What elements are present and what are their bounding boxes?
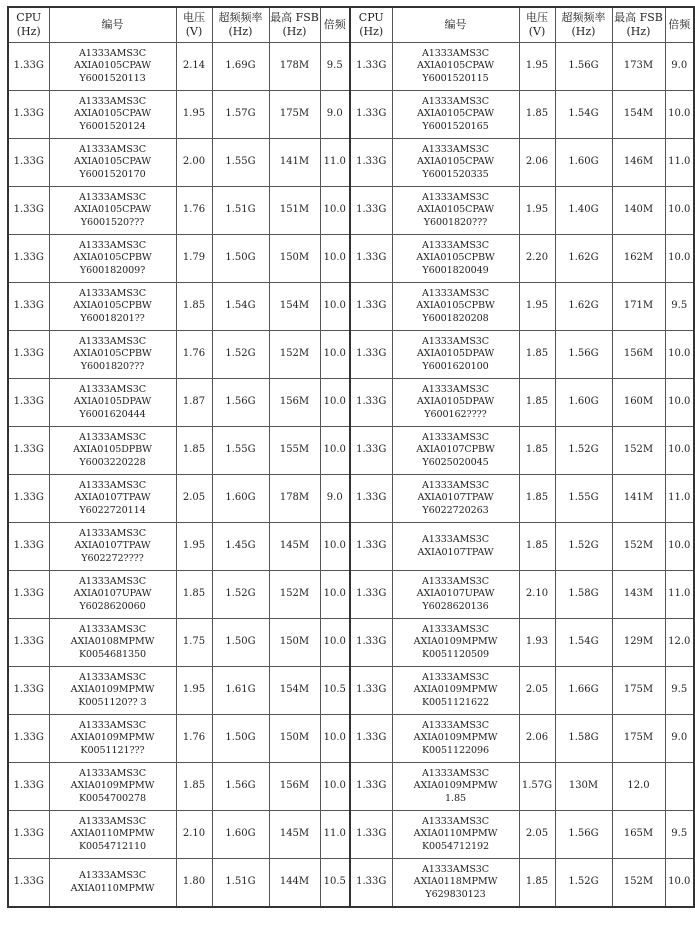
cell-voltage: 1.95 bbox=[176, 523, 212, 571]
cell-oc-freq: 1.62G bbox=[555, 235, 612, 283]
cell-max-fsb: 156M bbox=[612, 331, 665, 379]
cell-max-fsb: 150M bbox=[269, 715, 320, 763]
header-voltage: 电压 (V) bbox=[519, 7, 555, 43]
cell-oc-freq: 1.50G bbox=[212, 235, 269, 283]
cell-voltage: 1.57G bbox=[519, 763, 555, 811]
cell-oc-freq: 1.56G bbox=[212, 763, 269, 811]
cell-max-fsb: 154M bbox=[269, 283, 320, 331]
cell-cpu: 1.33G bbox=[350, 523, 392, 571]
cell-multiplier: 9.5 bbox=[665, 283, 694, 331]
cell-id: A1333AMS3C AXIA0110MPMW bbox=[49, 859, 176, 908]
cell-oc-freq: 1.57G bbox=[212, 91, 269, 139]
cell-oc-freq: 1.62G bbox=[555, 283, 612, 331]
cell-multiplier: 10.0 bbox=[320, 379, 350, 427]
cell-multiplier: 11.0 bbox=[320, 139, 350, 187]
cell-multiplier: 9.5 bbox=[320, 43, 350, 91]
cell-oc-freq: 1.56G bbox=[212, 379, 269, 427]
cell-voltage: 2.06 bbox=[519, 715, 555, 763]
cell-voltage: 1.85 bbox=[519, 91, 555, 139]
cell-oc-freq: 1.55G bbox=[212, 139, 269, 187]
cell-id: A1333AMS3C AXIA0105CPAW Y6001520124 bbox=[49, 91, 176, 139]
cell-id: A1333AMS3C AXIA0109MPMW K0051121??? bbox=[49, 715, 176, 763]
cell-id: A1333AMS3C AXIA0105CPBW Y6001820208 bbox=[392, 283, 519, 331]
header-oc-freq: 超频频率 (Hz) bbox=[212, 7, 269, 43]
cell-cpu: 1.33G bbox=[350, 139, 392, 187]
cell-voltage: 1.85 bbox=[176, 427, 212, 475]
cell-multiplier: 11.0 bbox=[665, 475, 694, 523]
cell-multiplier: 11.0 bbox=[665, 139, 694, 187]
cell-id: A1333AMS3C AXIA0108MPMW K0054681350 bbox=[49, 619, 176, 667]
table-row bbox=[8, 283, 694, 331]
header-row bbox=[8, 7, 694, 43]
cell-multiplier: 9.0 bbox=[665, 715, 694, 763]
cell-oc-freq: 1.45G bbox=[212, 523, 269, 571]
cell-oc-freq: 1.52G bbox=[555, 859, 612, 908]
cell-voltage: 1.85 bbox=[176, 571, 212, 619]
cell-voltage: 1.75 bbox=[176, 619, 212, 667]
header-cpu: CPU (Hz) bbox=[8, 7, 49, 43]
cell-cpu: 1.33G bbox=[8, 283, 49, 331]
cell-voltage: 2.05 bbox=[519, 811, 555, 859]
table-row bbox=[8, 571, 694, 619]
header-max-fsb: 最高 FSB (Hz) bbox=[612, 7, 665, 43]
table-row bbox=[8, 475, 694, 523]
cell-max-fsb: 145M bbox=[269, 811, 320, 859]
cell-max-fsb: 156M bbox=[269, 379, 320, 427]
cell-id: A1333AMS3C AXIA0107CPBW Y6025020045 bbox=[392, 427, 519, 475]
cell-cpu: 1.33G bbox=[8, 715, 49, 763]
cell-max-fsb: 151M bbox=[269, 187, 320, 235]
cell-multiplier: 9.0 bbox=[320, 91, 350, 139]
cell-id: A1333AMS3C AXIA0105DPBW Y6003220228 bbox=[49, 427, 176, 475]
cell-voltage: 2.10 bbox=[519, 571, 555, 619]
cell-id: A1333AMS3C AXIA0105CPAW Y6001820??? bbox=[392, 187, 519, 235]
cell-voltage: 1.87 bbox=[176, 379, 212, 427]
table-row bbox=[8, 91, 694, 139]
cell-multiplier: 10.0 bbox=[665, 187, 694, 235]
cell-multiplier: 9.5 bbox=[665, 811, 694, 859]
cell-voltage: 1.95 bbox=[519, 283, 555, 331]
cell-voltage: 1.79 bbox=[176, 235, 212, 283]
cell-max-fsb: 154M bbox=[612, 91, 665, 139]
cell-max-fsb: 175M bbox=[269, 91, 320, 139]
cell-id: A1333AMS3C AXIA0105DPAW Y600162???? bbox=[392, 379, 519, 427]
cell-id: A1333AMS3C AXIA0109MPMW 1.85 bbox=[392, 763, 519, 811]
cell-multiplier: 10.0 bbox=[665, 91, 694, 139]
cpu-overclock-table bbox=[7, 6, 695, 908]
cell-multiplier: 11.0 bbox=[320, 811, 350, 859]
cell-oc-freq: 1.55G bbox=[212, 427, 269, 475]
cell-cpu: 1.33G bbox=[8, 187, 49, 235]
cell-oc-freq: 1.56G bbox=[555, 811, 612, 859]
cell-multiplier: 10.0 bbox=[320, 331, 350, 379]
cell-cpu: 1.33G bbox=[8, 571, 49, 619]
cell-max-fsb: 175M bbox=[612, 715, 665, 763]
cell-oc-freq: 1.66G bbox=[555, 667, 612, 715]
cell-oc-freq: 1.60G bbox=[212, 811, 269, 859]
cell-multiplier: 10.0 bbox=[320, 427, 350, 475]
cell-multiplier: 10.5 bbox=[320, 667, 350, 715]
cell-voltage: 2.10 bbox=[176, 811, 212, 859]
cell-id: A1333AMS3C AXIA0109MPMW K0054700278 bbox=[49, 763, 176, 811]
cell-max-fsb: 162M bbox=[612, 235, 665, 283]
cell-multiplier: 10.0 bbox=[665, 331, 694, 379]
table-row bbox=[8, 523, 694, 571]
cell-id: A1333AMS3C AXIA0109MPMW K0051120509 bbox=[392, 619, 519, 667]
cell-multiplier: 10.0 bbox=[320, 187, 350, 235]
cell-multiplier: 10.0 bbox=[665, 379, 694, 427]
cell-id: A1333AMS3C AXIA0105DPAW Y6001620444 bbox=[49, 379, 176, 427]
cell-oc-freq: 1.51G bbox=[212, 859, 269, 908]
cell-id: A1333AMS3C AXIA0105CPAW Y6001520165 bbox=[392, 91, 519, 139]
cell-id: A1333AMS3C AXIA0105CPBW Y6001820??? bbox=[49, 331, 176, 379]
table-row bbox=[8, 331, 694, 379]
table-row bbox=[8, 187, 694, 235]
table-row bbox=[8, 379, 694, 427]
cell-voltage: 1.85 bbox=[176, 283, 212, 331]
cell-multiplier: 10.0 bbox=[665, 523, 694, 571]
cell-voltage: 1.80 bbox=[176, 859, 212, 908]
cell-id: A1333AMS3C AXIA0109MPMW K0051121622 bbox=[392, 667, 519, 715]
cell-oc-freq: 1.56G bbox=[555, 331, 612, 379]
cell-cpu: 1.33G bbox=[8, 667, 49, 715]
cell-max-fsb: 140M bbox=[612, 187, 665, 235]
cell-cpu: 1.33G bbox=[8, 811, 49, 859]
cell-max-fsb: 145M bbox=[269, 523, 320, 571]
cell-id: A1333AMS3C AXIA0107UPAW Y6028620136 bbox=[392, 571, 519, 619]
cell-voltage: 1.76 bbox=[176, 187, 212, 235]
cell-voltage: 1.85 bbox=[519, 475, 555, 523]
cell-cpu: 1.33G bbox=[8, 619, 49, 667]
cell-max-fsb: 173M bbox=[612, 43, 665, 91]
cell-id: A1333AMS3C AXIA0105CPBW Y600182009? bbox=[49, 235, 176, 283]
cell-voltage: 1.85 bbox=[519, 859, 555, 908]
table-row bbox=[8, 667, 694, 715]
table-body bbox=[8, 43, 694, 908]
cell-oc-freq: 1.55G bbox=[555, 475, 612, 523]
cell-oc-freq: 1.54G bbox=[555, 91, 612, 139]
cell-cpu: 1.33G bbox=[8, 475, 49, 523]
cell-voltage: 2.20 bbox=[519, 235, 555, 283]
cell-cpu: 1.33G bbox=[350, 667, 392, 715]
cell-max-fsb: 152M bbox=[269, 331, 320, 379]
cell-oc-freq: 1.52G bbox=[212, 331, 269, 379]
spec-table-container bbox=[7, 6, 691, 908]
cell-voltage: 1.76 bbox=[176, 715, 212, 763]
cell-multiplier: 9.0 bbox=[320, 475, 350, 523]
cell-cpu: 1.33G bbox=[350, 715, 392, 763]
header-voltage: 电压 (V) bbox=[176, 7, 212, 43]
cell-max-fsb: 171M bbox=[612, 283, 665, 331]
cell-multiplier: 10.0 bbox=[320, 763, 350, 811]
cell-id: A1333AMS3C AXIA0110MPMW K0054712192 bbox=[392, 811, 519, 859]
cell-multiplier: 11.0 bbox=[665, 571, 694, 619]
table-row bbox=[8, 859, 694, 908]
cell-oc-freq: 1.61G bbox=[212, 667, 269, 715]
cell-oc-freq: 1.51G bbox=[212, 187, 269, 235]
cell-voltage: 2.06 bbox=[519, 139, 555, 187]
cell-voltage: 2.00 bbox=[176, 139, 212, 187]
cell-id: A1333AMS3C AXIA0109MPMW K0051122096 bbox=[392, 715, 519, 763]
cell-cpu: 1.33G bbox=[350, 763, 392, 811]
cell-voltage: 1.85 bbox=[519, 331, 555, 379]
table-row bbox=[8, 427, 694, 475]
cell-max-fsb: 150M bbox=[269, 235, 320, 283]
header-id: 编号 bbox=[49, 7, 176, 43]
cell-multiplier: 9.0 bbox=[665, 43, 694, 91]
cell-cpu: 1.33G bbox=[8, 235, 49, 283]
cell-multiplier: 10.0 bbox=[665, 859, 694, 908]
cell-max-fsb: 144M bbox=[269, 859, 320, 908]
cell-multiplier: 9.5 bbox=[665, 667, 694, 715]
cell-max-fsb: 156M bbox=[269, 763, 320, 811]
cell-max-fsb: 129M bbox=[612, 619, 665, 667]
cell-cpu: 1.33G bbox=[8, 379, 49, 427]
cell-id: A1333AMS3C AXIA0110MPMW K0054712110 bbox=[49, 811, 176, 859]
cell-max-fsb: 150M bbox=[269, 619, 320, 667]
cell-multiplier: 10.0 bbox=[320, 523, 350, 571]
cell-cpu: 1.33G bbox=[350, 43, 392, 91]
cell-id: A1333AMS3C AXIA0105CPAW Y6001520170 bbox=[49, 139, 176, 187]
cell-id: A1333AMS3C AXIA0107UPAW Y6028620060 bbox=[49, 571, 176, 619]
cell-oc-freq: 1.40G bbox=[555, 187, 612, 235]
cell-cpu: 1.33G bbox=[350, 427, 392, 475]
cell-voltage: 1.93 bbox=[519, 619, 555, 667]
cell-max-fsb: 178M bbox=[269, 43, 320, 91]
cell-oc-freq: 1.60G bbox=[555, 139, 612, 187]
cell-oc-freq: 1.54G bbox=[212, 283, 269, 331]
table-row bbox=[8, 763, 694, 811]
cell-voltage: 1.76 bbox=[176, 331, 212, 379]
cell-oc-freq: 1.56G bbox=[555, 43, 612, 91]
cell-multiplier bbox=[665, 763, 694, 811]
cell-cpu: 1.33G bbox=[350, 811, 392, 859]
cell-oc-freq: 1.52G bbox=[555, 523, 612, 571]
cell-voltage: 2.05 bbox=[519, 667, 555, 715]
cell-id: A1333AMS3C AXIA0107TPAW Y602272???? bbox=[49, 523, 176, 571]
cell-max-fsb: 152M bbox=[612, 523, 665, 571]
cell-cpu: 1.33G bbox=[8, 859, 49, 908]
header-max-fsb: 最高 FSB (Hz) bbox=[269, 7, 320, 43]
cell-max-fsb: 152M bbox=[612, 859, 665, 908]
cell-voltage: 1.95 bbox=[176, 91, 212, 139]
table-row bbox=[8, 715, 694, 763]
cell-max-fsb: 155M bbox=[269, 427, 320, 475]
cell-oc-freq: 1.58G bbox=[555, 571, 612, 619]
cell-oc-freq: 1.69G bbox=[212, 43, 269, 91]
cell-id: A1333AMS3C AXIA0105CPAW Y6001520335 bbox=[392, 139, 519, 187]
cell-max-fsb: 141M bbox=[269, 139, 320, 187]
cell-id: A1333AMS3C AXIA0107TPAW Y6022720263 bbox=[392, 475, 519, 523]
cell-cpu: 1.33G bbox=[350, 619, 392, 667]
cell-oc-freq: 1.52G bbox=[555, 427, 612, 475]
table-row bbox=[8, 811, 694, 859]
header-oc-freq: 超频频率 (Hz) bbox=[555, 7, 612, 43]
cell-multiplier: 10.0 bbox=[320, 235, 350, 283]
cell-cpu: 1.33G bbox=[350, 91, 392, 139]
cell-multiplier: 10.0 bbox=[320, 619, 350, 667]
cell-max-fsb: 160M bbox=[612, 379, 665, 427]
cell-multiplier: 10.0 bbox=[320, 283, 350, 331]
cell-cpu: 1.33G bbox=[350, 859, 392, 908]
cell-cpu: 1.33G bbox=[350, 475, 392, 523]
cell-id: A1333AMS3C AXIA0105CPBW Y60018201?? bbox=[49, 283, 176, 331]
cell-voltage: 1.95 bbox=[519, 187, 555, 235]
cell-cpu: 1.33G bbox=[8, 43, 49, 91]
cell-id: A1333AMS3C AXIA0107TPAW Y6022720114 bbox=[49, 475, 176, 523]
cell-voltage: 2.14 bbox=[176, 43, 212, 91]
cell-multiplier: 10.0 bbox=[665, 235, 694, 283]
cell-max-fsb: 141M bbox=[612, 475, 665, 523]
cell-max-fsb: 12.0 bbox=[612, 763, 665, 811]
cell-id: A1333AMS3C AXIA0105CPAW Y6001520115 bbox=[392, 43, 519, 91]
cell-max-fsb: 152M bbox=[612, 427, 665, 475]
cell-id: A1333AMS3C AXIA0118MPMW Y629830123 bbox=[392, 859, 519, 908]
cell-multiplier: 10.0 bbox=[665, 427, 694, 475]
cell-cpu: 1.33G bbox=[350, 331, 392, 379]
cell-max-fsb: 143M bbox=[612, 571, 665, 619]
cell-oc-freq: 1.52G bbox=[212, 571, 269, 619]
cell-oc-freq: 1.54G bbox=[555, 619, 612, 667]
table-row bbox=[8, 139, 694, 187]
cell-multiplier: 12.0 bbox=[665, 619, 694, 667]
cell-id: A1333AMS3C AXIA0107TPAW bbox=[392, 523, 519, 571]
header-multiplier: 倍频 bbox=[665, 7, 694, 43]
cell-cpu: 1.33G bbox=[8, 763, 49, 811]
cell-multiplier: 10.0 bbox=[320, 571, 350, 619]
cell-oc-freq: 1.50G bbox=[212, 619, 269, 667]
cell-cpu: 1.33G bbox=[8, 427, 49, 475]
cell-multiplier: 10.5 bbox=[320, 859, 350, 908]
cell-id: A1333AMS3C AXIA0105DPAW Y6001620100 bbox=[392, 331, 519, 379]
cell-cpu: 1.33G bbox=[8, 91, 49, 139]
header-multiplier: 倍频 bbox=[320, 7, 350, 43]
cell-oc-freq: 1.60G bbox=[212, 475, 269, 523]
cell-cpu: 1.33G bbox=[8, 139, 49, 187]
table-row bbox=[8, 619, 694, 667]
cell-max-fsb: 165M bbox=[612, 811, 665, 859]
cell-max-fsb: 154M bbox=[269, 667, 320, 715]
cell-cpu: 1.33G bbox=[350, 283, 392, 331]
cell-id: A1333AMS3C AXIA0105CPBW Y6001820049 bbox=[392, 235, 519, 283]
cell-cpu: 1.33G bbox=[350, 379, 392, 427]
cell-voltage: 1.85 bbox=[519, 523, 555, 571]
header-id: 编号 bbox=[392, 7, 519, 43]
cell-cpu: 1.33G bbox=[8, 331, 49, 379]
cell-voltage: 1.85 bbox=[519, 427, 555, 475]
cell-cpu: 1.33G bbox=[350, 571, 392, 619]
cell-max-fsb: 152M bbox=[269, 571, 320, 619]
cell-oc-freq: 130M bbox=[555, 763, 612, 811]
cell-oc-freq: 1.50G bbox=[212, 715, 269, 763]
cell-cpu: 1.33G bbox=[350, 235, 392, 283]
cell-id: A1333AMS3C AXIA0109MPMW K0051120?? 3 bbox=[49, 667, 176, 715]
cell-id: A1333AMS3C AXIA0105CPAW Y6001520??? bbox=[49, 187, 176, 235]
cell-cpu: 1.33G bbox=[350, 187, 392, 235]
table-row bbox=[8, 43, 694, 91]
cell-max-fsb: 175M bbox=[612, 667, 665, 715]
cell-voltage: 1.85 bbox=[519, 379, 555, 427]
cell-oc-freq: 1.58G bbox=[555, 715, 612, 763]
cell-oc-freq: 1.60G bbox=[555, 379, 612, 427]
cell-multiplier: 10.0 bbox=[320, 715, 350, 763]
header-cpu: CPU (Hz) bbox=[350, 7, 392, 43]
cell-max-fsb: 178M bbox=[269, 475, 320, 523]
cell-voltage: 1.95 bbox=[176, 667, 212, 715]
cell-voltage: 1.85 bbox=[176, 763, 212, 811]
table-row bbox=[8, 235, 694, 283]
cell-voltage: 1.95 bbox=[519, 43, 555, 91]
cell-id: A1333AMS3C AXIA0105CPAW Y6001520113 bbox=[49, 43, 176, 91]
cell-max-fsb: 146M bbox=[612, 139, 665, 187]
cell-voltage: 2.05 bbox=[176, 475, 212, 523]
cell-cpu: 1.33G bbox=[8, 523, 49, 571]
